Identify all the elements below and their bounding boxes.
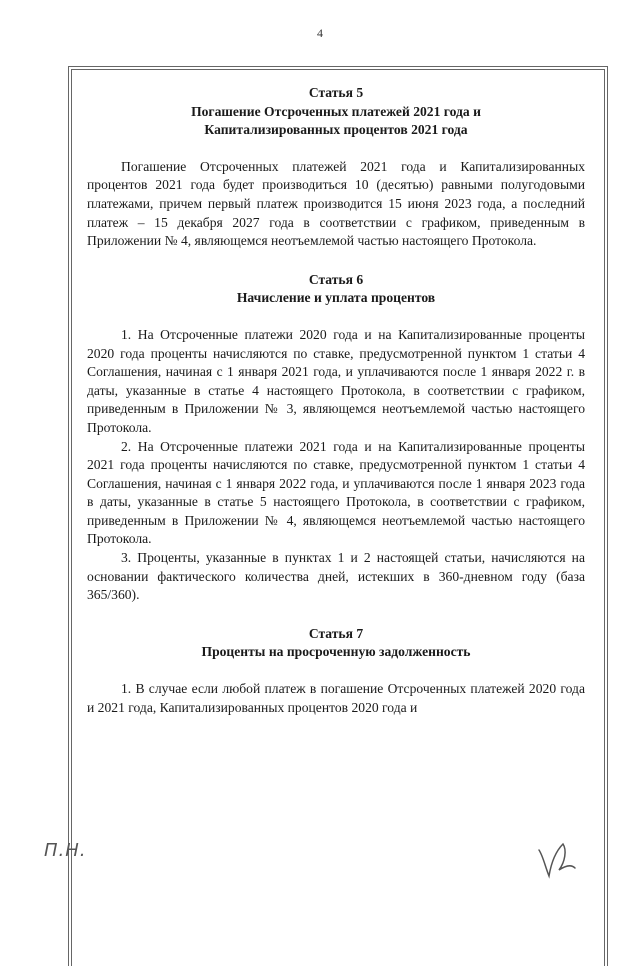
article-number: Статья 7: [308, 625, 364, 641]
article-7-paragraph-1: 1. В случае если любой платеж в погашение Отсроченных платежей 2020 года и 2021 года, Капитализированных процентов 2020 года и: [87, 681, 585, 715]
article-5-heading: [87, 84, 585, 140]
article-6-heading: [87, 271, 585, 308]
article-7-heading: [87, 625, 585, 662]
article-title-line: Начисление и уплата процентов: [236, 290, 436, 306]
page-number: 4: [317, 26, 323, 40]
article-title-line: Проценты на просроченную задолженность: [201, 644, 471, 660]
article-6-paragraph-3: 3. Проценты, указанные в пунктах 1 и 2 настоящей статьи, начисляются на основании фактического количества дней, истекших в 360-дневном году (база 365/360).: [87, 550, 585, 603]
document-body: [87, 84, 585, 717]
article-6-paragraph-1: 1. На Отсроченные платежи 2020 года и на Капитализированные проценты 2020 года проценты начисляются по ставке, предусмотренной пунктом 1 статьи 4 Соглашения, начиная с 1 января 2021 года, и уплачиваются после 1 января 2022 г. в даты, указанные в статье 4 настоящего Протокола, в соответствии с графиком, приведенным в Приложении № 3, являющемся неотъемлемой частью настоящего Протокола.: [87, 326, 585, 435]
article-6-paragraph-2: 2. На Отсроченные платежи 2021 года и на Капитализированные проценты 2021 года проценты начисляются по ставке, предусмотренной пунктом 1 статьи 4 Соглашения, начиная с 1 января 2022 года, и уплачиваются после 1 января 2023 года в даты, указанные в статье 5 настоящего Протокола, в соответствии с графиком, приведенным в Приложении № 4, являющемся неотъемлемой частью настоящего Протокола.: [87, 438, 585, 547]
article-number: Статья 5: [308, 85, 364, 100]
handwritten-initials: П.Н.: [44, 840, 87, 861]
article-number: Статья 6: [308, 271, 364, 287]
handwritten-signature: [533, 836, 583, 886]
article-title-line: Погашение Отсроченных платежей 2021 года и: [191, 103, 481, 119]
article-title-line: Капитализированных процентов 2021 года: [204, 122, 468, 138]
article-5-paragraph: Погашение Отсроченных платежей 2021 года и Капитализированных процентов 2021 года будет производиться 10 (десятью) равными полугодовыми платежами, причем первый платеж производится 15 июня 2023 года, а последний платеж – 15 декабря 2027 года в соответствии с графиком, приведенным в Приложении № 4, являющемся неотъемлемой частью настоящего Протокола.: [87, 158, 585, 249]
